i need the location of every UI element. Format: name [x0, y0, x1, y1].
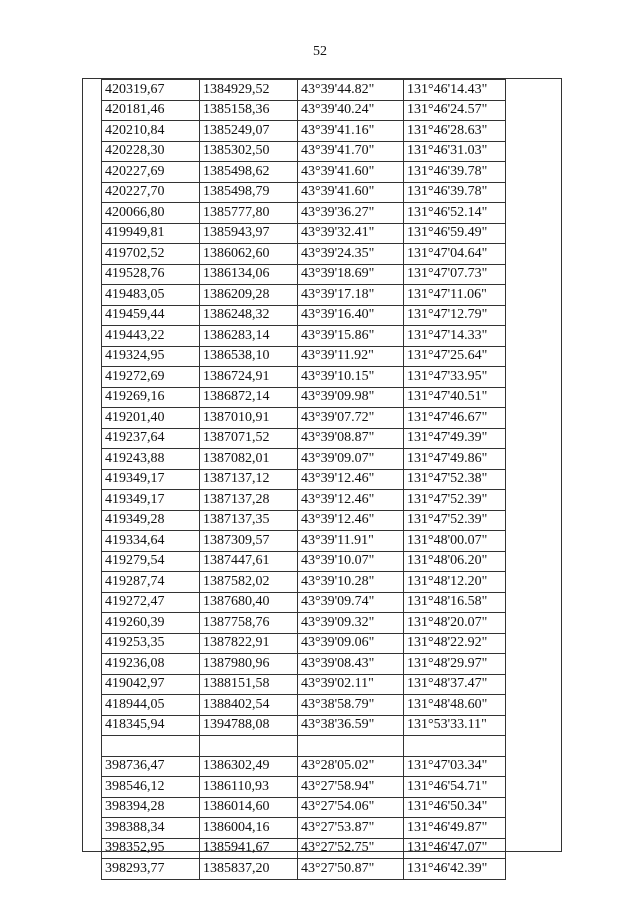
longitude-cell: 131°46'28.63": [404, 121, 506, 142]
table-row: [102, 818, 506, 839]
x-coordinate-cell: [102, 736, 200, 757]
y-coordinate-cell: 1385943,97: [200, 223, 298, 244]
y-coordinate-cell: 1387447,61: [200, 551, 298, 572]
table-row: [102, 100, 506, 121]
latitude-cell: 43°39'08.43": [298, 654, 404, 675]
table-row: [102, 367, 506, 388]
longitude-cell: 131°47'11.06": [404, 285, 506, 306]
longitude-cell: 131°48'12.20": [404, 572, 506, 593]
longitude-cell: 131°47'46.67": [404, 408, 506, 429]
y-coordinate-cell: 1387010,91: [200, 408, 298, 429]
longitude-cell: 131°46'39.78": [404, 162, 506, 183]
latitude-cell: 43°39'08.87": [298, 428, 404, 449]
y-coordinate-cell: 1386248,32: [200, 305, 298, 326]
y-coordinate-cell: [200, 736, 298, 757]
latitude-cell: 43°39'11.91": [298, 531, 404, 552]
table-row: [102, 326, 506, 347]
table-row: [102, 613, 506, 634]
y-coordinate-cell: 1387082,01: [200, 449, 298, 470]
table-row: [102, 80, 506, 101]
longitude-cell: [404, 736, 506, 757]
x-coordinate-cell: 420319,67: [102, 80, 200, 101]
latitude-cell: 43°27'52.75": [298, 838, 404, 859]
x-coordinate-cell: 420227,69: [102, 162, 200, 183]
longitude-cell: 131°47'25.64": [404, 346, 506, 367]
table-row: [102, 633, 506, 654]
y-coordinate-cell: 1387758,76: [200, 613, 298, 634]
y-coordinate-cell: 1385777,80: [200, 203, 298, 224]
latitude-cell: 43°27'58.94": [298, 777, 404, 798]
table-row: [102, 572, 506, 593]
y-coordinate-cell: 1386872,14: [200, 387, 298, 408]
x-coordinate-cell: 419201,40: [102, 408, 200, 429]
latitude-cell: 43°39'10.28": [298, 572, 404, 593]
y-coordinate-cell: 1385498,62: [200, 162, 298, 183]
x-coordinate-cell: 419237,64: [102, 428, 200, 449]
y-coordinate-cell: 1386209,28: [200, 285, 298, 306]
x-coordinate-cell: 419236,08: [102, 654, 200, 675]
table-row: [102, 510, 506, 531]
table-row: [102, 490, 506, 511]
longitude-cell: 131°46'24.57": [404, 100, 506, 121]
x-coordinate-cell: 419349,28: [102, 510, 200, 531]
latitude-cell: 43°39'12.46": [298, 510, 404, 531]
table-row: [102, 592, 506, 613]
longitude-cell: 131°48'29.97": [404, 654, 506, 675]
longitude-cell: 131°47'12.79": [404, 305, 506, 326]
y-coordinate-cell: 1385302,50: [200, 141, 298, 162]
table-row: [102, 387, 506, 408]
y-coordinate-cell: 1385158,36: [200, 100, 298, 121]
y-coordinate-cell: 1386014,60: [200, 797, 298, 818]
x-coordinate-cell: 419443,22: [102, 326, 200, 347]
table-row: [102, 203, 506, 224]
y-coordinate-cell: 1386283,14: [200, 326, 298, 347]
table-row: [102, 449, 506, 470]
table-row: [102, 408, 506, 429]
longitude-cell: 131°47'52.38": [404, 469, 506, 490]
y-coordinate-cell: 1386538,10: [200, 346, 298, 367]
table-row: [102, 469, 506, 490]
latitude-cell: 43°39'10.15": [298, 367, 404, 388]
latitude-cell: 43°27'54.06": [298, 797, 404, 818]
longitude-cell: 131°46'39.78": [404, 182, 506, 203]
x-coordinate-cell: 419324,95: [102, 346, 200, 367]
table-row: [102, 264, 506, 285]
table-row: [102, 285, 506, 306]
latitude-cell: 43°39'11.92": [298, 346, 404, 367]
latitude-cell: 43°38'58.79": [298, 695, 404, 716]
longitude-cell: 131°48'48.60": [404, 695, 506, 716]
latitude-cell: 43°39'18.69": [298, 264, 404, 285]
longitude-cell: 131°46'49.87": [404, 818, 506, 839]
y-coordinate-cell: 1385498,79: [200, 182, 298, 203]
longitude-cell: 131°46'47.07": [404, 838, 506, 859]
x-coordinate-cell: 398293,77: [102, 859, 200, 880]
latitude-cell: 43°39'12.46": [298, 469, 404, 490]
latitude-cell: 43°39'40.24": [298, 100, 404, 121]
y-coordinate-cell: 1386110,93: [200, 777, 298, 798]
latitude-cell: 43°39'24.35": [298, 244, 404, 265]
longitude-cell: 131°46'52.14": [404, 203, 506, 224]
longitude-cell: 131°47'14.33": [404, 326, 506, 347]
longitude-cell: 131°46'31.03": [404, 141, 506, 162]
x-coordinate-cell: 419279,54: [102, 551, 200, 572]
longitude-cell: 131°47'07.73": [404, 264, 506, 285]
table-row: [102, 736, 506, 757]
latitude-cell: 43°39'36.27": [298, 203, 404, 224]
latitude-cell: 43°39'41.70": [298, 141, 404, 162]
x-coordinate-cell: 419702,52: [102, 244, 200, 265]
x-coordinate-cell: 419349,17: [102, 469, 200, 490]
latitude-cell: 43°39'17.18": [298, 285, 404, 306]
table-row: [102, 121, 506, 142]
longitude-cell: 131°48'20.07": [404, 613, 506, 634]
table-row: [102, 797, 506, 818]
y-coordinate-cell: 1385837,20: [200, 859, 298, 880]
x-coordinate-cell: 398394,28: [102, 797, 200, 818]
coordinates-table-body: [102, 80, 506, 880]
y-coordinate-cell: 1388402,54: [200, 695, 298, 716]
y-coordinate-cell: 1387822,91: [200, 633, 298, 654]
longitude-cell: 131°46'54.71": [404, 777, 506, 798]
latitude-cell: 43°27'50.87": [298, 859, 404, 880]
latitude-cell: 43°39'09.74": [298, 592, 404, 613]
x-coordinate-cell: 419528,76: [102, 264, 200, 285]
x-coordinate-cell: 419272,69: [102, 367, 200, 388]
y-coordinate-cell: 1387137,35: [200, 510, 298, 531]
longitude-cell: 131°47'04.64": [404, 244, 506, 265]
table-row: [102, 162, 506, 183]
longitude-cell: 131°47'49.86": [404, 449, 506, 470]
x-coordinate-cell: 419269,16: [102, 387, 200, 408]
latitude-cell: 43°39'07.72": [298, 408, 404, 429]
y-coordinate-cell: 1385249,07: [200, 121, 298, 142]
y-coordinate-cell: 1387582,02: [200, 572, 298, 593]
longitude-cell: 131°48'22.92": [404, 633, 506, 654]
latitude-cell: 43°39'44.82": [298, 80, 404, 101]
latitude-cell: 43°39'41.60": [298, 182, 404, 203]
latitude-cell: 43°39'32.41": [298, 223, 404, 244]
x-coordinate-cell: 419459,44: [102, 305, 200, 326]
y-coordinate-cell: 1387137,12: [200, 469, 298, 490]
longitude-cell: 131°46'50.34": [404, 797, 506, 818]
y-coordinate-cell: 1386062,60: [200, 244, 298, 265]
latitude-cell: 43°39'09.07": [298, 449, 404, 470]
longitude-cell: 131°47'52.39": [404, 490, 506, 511]
x-coordinate-cell: 419253,35: [102, 633, 200, 654]
longitude-cell: 131°47'40.51": [404, 387, 506, 408]
longitude-cell: 131°46'14.43": [404, 80, 506, 101]
table-row: [102, 223, 506, 244]
longitude-cell: 131°47'52.39": [404, 510, 506, 531]
latitude-cell: 43°39'10.07": [298, 551, 404, 572]
table-row: [102, 715, 506, 736]
longitude-cell: 131°46'59.49": [404, 223, 506, 244]
table-row: [102, 654, 506, 675]
latitude-cell: 43°39'02.11": [298, 674, 404, 695]
longitude-cell: 131°47'03.34": [404, 756, 506, 777]
latitude-cell: 43°39'09.06": [298, 633, 404, 654]
x-coordinate-cell: 419272,47: [102, 592, 200, 613]
table-row: [102, 531, 506, 552]
longitude-cell: 131°48'06.20": [404, 551, 506, 572]
x-coordinate-cell: 419287,74: [102, 572, 200, 593]
x-coordinate-cell: 419042,97: [102, 674, 200, 695]
x-coordinate-cell: 418345,94: [102, 715, 200, 736]
y-coordinate-cell: 1384929,52: [200, 80, 298, 101]
latitude-cell: 43°28'05.02": [298, 756, 404, 777]
longitude-cell: 131°48'16.58": [404, 592, 506, 613]
latitude-cell: 43°39'12.46": [298, 490, 404, 511]
table-row: [102, 141, 506, 162]
x-coordinate-cell: 420181,46: [102, 100, 200, 121]
x-coordinate-cell: 419334,64: [102, 531, 200, 552]
y-coordinate-cell: 1386724,91: [200, 367, 298, 388]
x-coordinate-cell: 420066,80: [102, 203, 200, 224]
coordinates-table: [101, 79, 506, 880]
x-coordinate-cell: 418944,05: [102, 695, 200, 716]
x-coordinate-cell: 420210,84: [102, 121, 200, 142]
y-coordinate-cell: 1394788,08: [200, 715, 298, 736]
table-row: [102, 305, 506, 326]
latitude-cell: 43°39'41.16": [298, 121, 404, 142]
x-coordinate-cell: 419949,81: [102, 223, 200, 244]
longitude-cell: 131°48'37.47": [404, 674, 506, 695]
x-coordinate-cell: 419349,17: [102, 490, 200, 511]
y-coordinate-cell: 1387980,96: [200, 654, 298, 675]
y-coordinate-cell: 1387071,52: [200, 428, 298, 449]
x-coordinate-cell: 419260,39: [102, 613, 200, 634]
latitude-cell: 43°39'16.40": [298, 305, 404, 326]
y-coordinate-cell: 1385941,67: [200, 838, 298, 859]
latitude-cell: 43°39'09.98": [298, 387, 404, 408]
table-row: [102, 695, 506, 716]
page-number: 52: [313, 44, 327, 59]
longitude-cell: 131°47'49.39": [404, 428, 506, 449]
latitude-cell: [298, 736, 404, 757]
y-coordinate-cell: 1388151,58: [200, 674, 298, 695]
x-coordinate-cell: 419483,05: [102, 285, 200, 306]
x-coordinate-cell: 398736,47: [102, 756, 200, 777]
table-row: [102, 859, 506, 880]
x-coordinate-cell: 420227,70: [102, 182, 200, 203]
table-row: [102, 838, 506, 859]
longitude-cell: 131°53'33.11": [404, 715, 506, 736]
y-coordinate-cell: 1386004,16: [200, 818, 298, 839]
latitude-cell: 43°27'53.87": [298, 818, 404, 839]
table-row: [102, 756, 506, 777]
latitude-cell: 43°39'15.86": [298, 326, 404, 347]
x-coordinate-cell: 419243,88: [102, 449, 200, 470]
latitude-cell: 43°38'36.59": [298, 715, 404, 736]
table-row: [102, 674, 506, 695]
longitude-cell: 131°48'00.07": [404, 531, 506, 552]
y-coordinate-cell: 1386302,49: [200, 756, 298, 777]
table-row: [102, 551, 506, 572]
table-row: [102, 182, 506, 203]
latitude-cell: 43°39'41.60": [298, 162, 404, 183]
latitude-cell: 43°39'09.32": [298, 613, 404, 634]
x-coordinate-cell: 420228,30: [102, 141, 200, 162]
table-row: [102, 428, 506, 449]
longitude-cell: 131°46'42.39": [404, 859, 506, 880]
x-coordinate-cell: 398388,34: [102, 818, 200, 839]
table-row: [102, 346, 506, 367]
x-coordinate-cell: 398546,12: [102, 777, 200, 798]
table-row: [102, 244, 506, 265]
y-coordinate-cell: 1386134,06: [200, 264, 298, 285]
y-coordinate-cell: 1387680,40: [200, 592, 298, 613]
y-coordinate-cell: 1387137,28: [200, 490, 298, 511]
x-coordinate-cell: 398352,95: [102, 838, 200, 859]
longitude-cell: 131°47'33.95": [404, 367, 506, 388]
y-coordinate-cell: 1387309,57: [200, 531, 298, 552]
table-row: [102, 777, 506, 798]
